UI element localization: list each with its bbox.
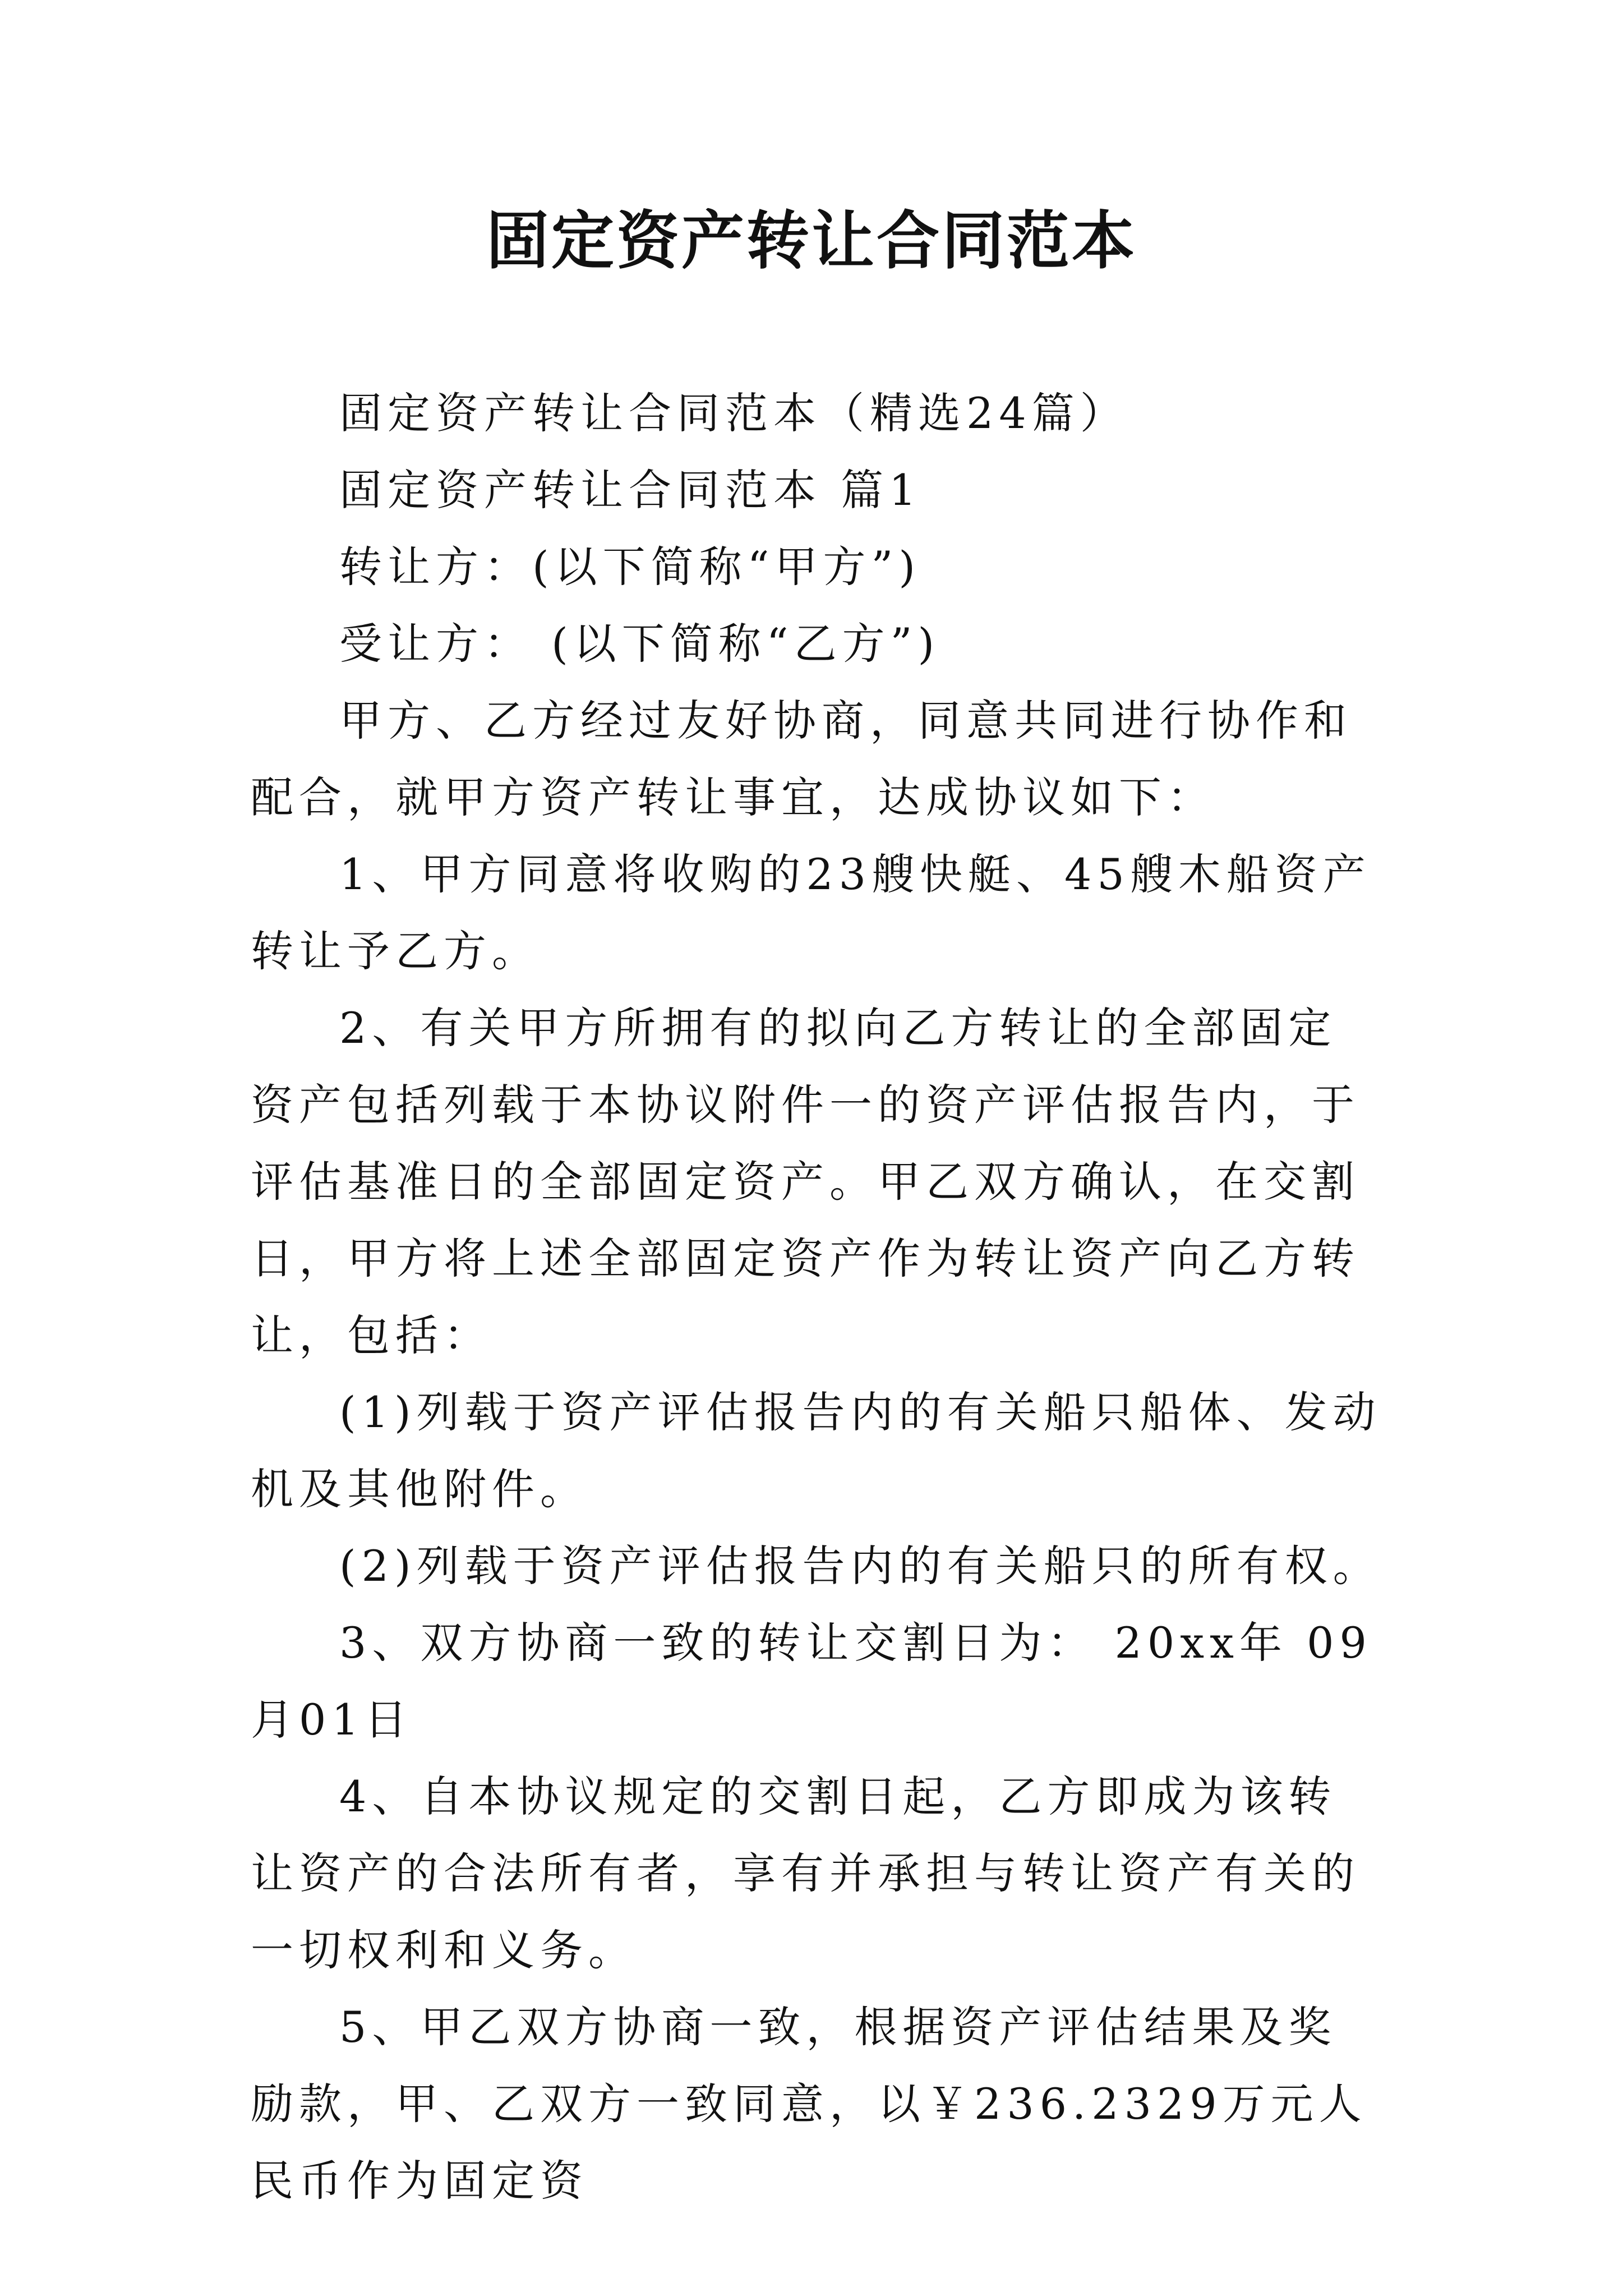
- paragraph-clause-2-item-2: (2)列载于资产评估报告内的有关船只的所有权。: [339, 1541, 1381, 1591]
- paragraph-transferor: 转让方：(以下简称“甲方”): [339, 542, 921, 592]
- paragraph-section-title: 固定资产转让合同范本 篇1: [339, 465, 922, 515]
- paragraph-clause-3: 3、双方协商一致的转让交割日为： 20xx年 09月01日: [251, 1618, 1372, 1745]
- document-title: 固定资产转让合同范本: [486, 204, 1137, 278]
- paragraph-clause-2-item-1: (1)列载于资产评估报告内的有关船只船体、发动机及其他附件。: [251, 1387, 1381, 1514]
- paragraph-preamble: 甲方、乙方经过友好协商，同意共同进行协作和配合，就甲方资产转让事宜，达成协议如下：: [251, 696, 1352, 822]
- paragraph-clause-2: 2、有关甲方所拥有的拟向乙方转让的全部固定资产包括列载于本协议附件一的资产评估报告内，于评估基准日的全部固定资产。甲乙双方确认，在交割日，甲方将上述全部固定资产作为转让资产向乙方转让，包括：: [251, 1003, 1360, 1360]
- paragraph-clause-1: 1、甲方同意将收购的23艘快艇、45艘木船资产转让予乙方。: [251, 849, 1371, 976]
- paragraph-transferee: 受让方： (以下简称“乙方”): [339, 619, 940, 669]
- paragraph-clause-5: 5、甲乙双方协商一致，根据资产评估结果及奖励款，甲、乙双方一致同意，以￥236.2329万元人民币作为固定资: [251, 2002, 1367, 2206]
- paragraph-heading: 固定资产转让合同范本（精选24篇）: [339, 388, 1128, 438]
- paragraph-clause-4: 4、自本协议规定的交割日起，乙方即成为该转让资产的合法所有者，享有并承担与转让资产有关的一切权利和义务。: [251, 1772, 1360, 1975]
- document-body: [251, 375, 1384, 2219]
